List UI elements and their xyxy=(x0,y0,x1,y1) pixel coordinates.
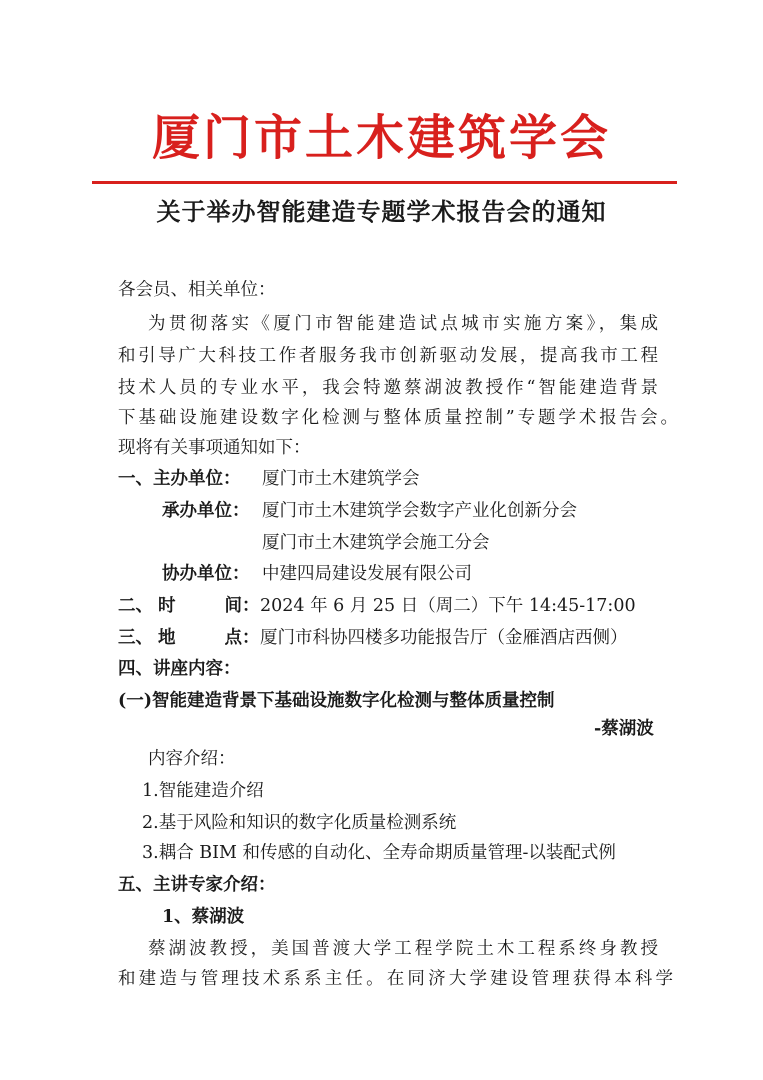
experts-heading: 五、主讲专家介绍： xyxy=(118,875,276,895)
intro-line: 技术人员的专业水平，我会特邀蔡湖波教授作“智能建造背景 xyxy=(118,378,658,398)
co-organizer-value: 中建四局建设发展有限公司 xyxy=(262,564,472,584)
lecture-item: 2.基于风险和知识的数字化质量检测系统 xyxy=(142,813,457,833)
place-label: 地点 xyxy=(158,628,242,648)
lecture-topic: (一)智能建造背景下基础设施数字化检测与整体质量控制 xyxy=(118,691,555,711)
host-label: 一、主办单位： xyxy=(118,469,241,489)
notice-title: 关于举办智能建造专题学术报告会的通知 xyxy=(156,197,607,226)
place-colon: ： xyxy=(242,628,260,648)
time-label: 时间 xyxy=(158,596,242,616)
time-prefix: 二、 xyxy=(118,596,153,616)
expert-bio-line: 蔡湖波教授，美国普渡大学工程学院土木工程系终身教授 xyxy=(148,939,658,959)
time-colon: ： xyxy=(242,596,260,616)
expert-name-heading: 1、蔡湖波 xyxy=(162,907,245,927)
lecture-speaker: -蔡湖波 xyxy=(594,719,654,739)
lecture-item: 3.耦合 BIM 和传感的自动化、全寿命期质量管理-以装配式例 xyxy=(142,843,616,863)
intro-line: 和引导广大科技工作者服务我市创新驱动发展，提高我市工程 xyxy=(118,346,658,366)
lecture-heading: 四、讲座内容： xyxy=(118,659,241,679)
expert-bio-line: 和建造与管理技术系系主任。在同济大学建设管理获得本科学 xyxy=(118,969,673,989)
intro-line: 为贯彻落实《厦门市智能建造试点城市实施方案》，集成 xyxy=(148,314,658,334)
undertaker-value: 厦门市土木建筑学会数字产业化创新分会 xyxy=(262,501,577,521)
undertaker-value: 厦门市土木建筑学会施工分会 xyxy=(262,533,490,553)
place-value: 厦门市科协四楼多功能报告厅（金雁酒店西侧） xyxy=(260,628,628,648)
salutation: 各会员、相关单位： xyxy=(118,280,276,300)
lecture-item: 1.智能建造介绍 xyxy=(142,781,264,801)
place-prefix: 三、 xyxy=(118,628,153,648)
time-value: 2024 年 6 月 25 日（周二）下午 14:45-17:00 xyxy=(260,596,636,616)
content-intro-label: 内容介绍： xyxy=(148,749,236,769)
host-value: 厦门市土木建筑学会 xyxy=(262,469,420,489)
intro-line: 下基础设施建设数字化检测与整体质量控制”专题学术报告会。 xyxy=(118,408,678,428)
intro-line: 现将有关事项通知如下： xyxy=(118,438,311,458)
red-divider-line xyxy=(92,181,677,184)
co-organizer-label: 协办单位： xyxy=(162,564,250,584)
org-name-header: 厦门市土木建筑学会 xyxy=(151,110,611,166)
undertaker-label: 承办单位： xyxy=(162,501,250,521)
